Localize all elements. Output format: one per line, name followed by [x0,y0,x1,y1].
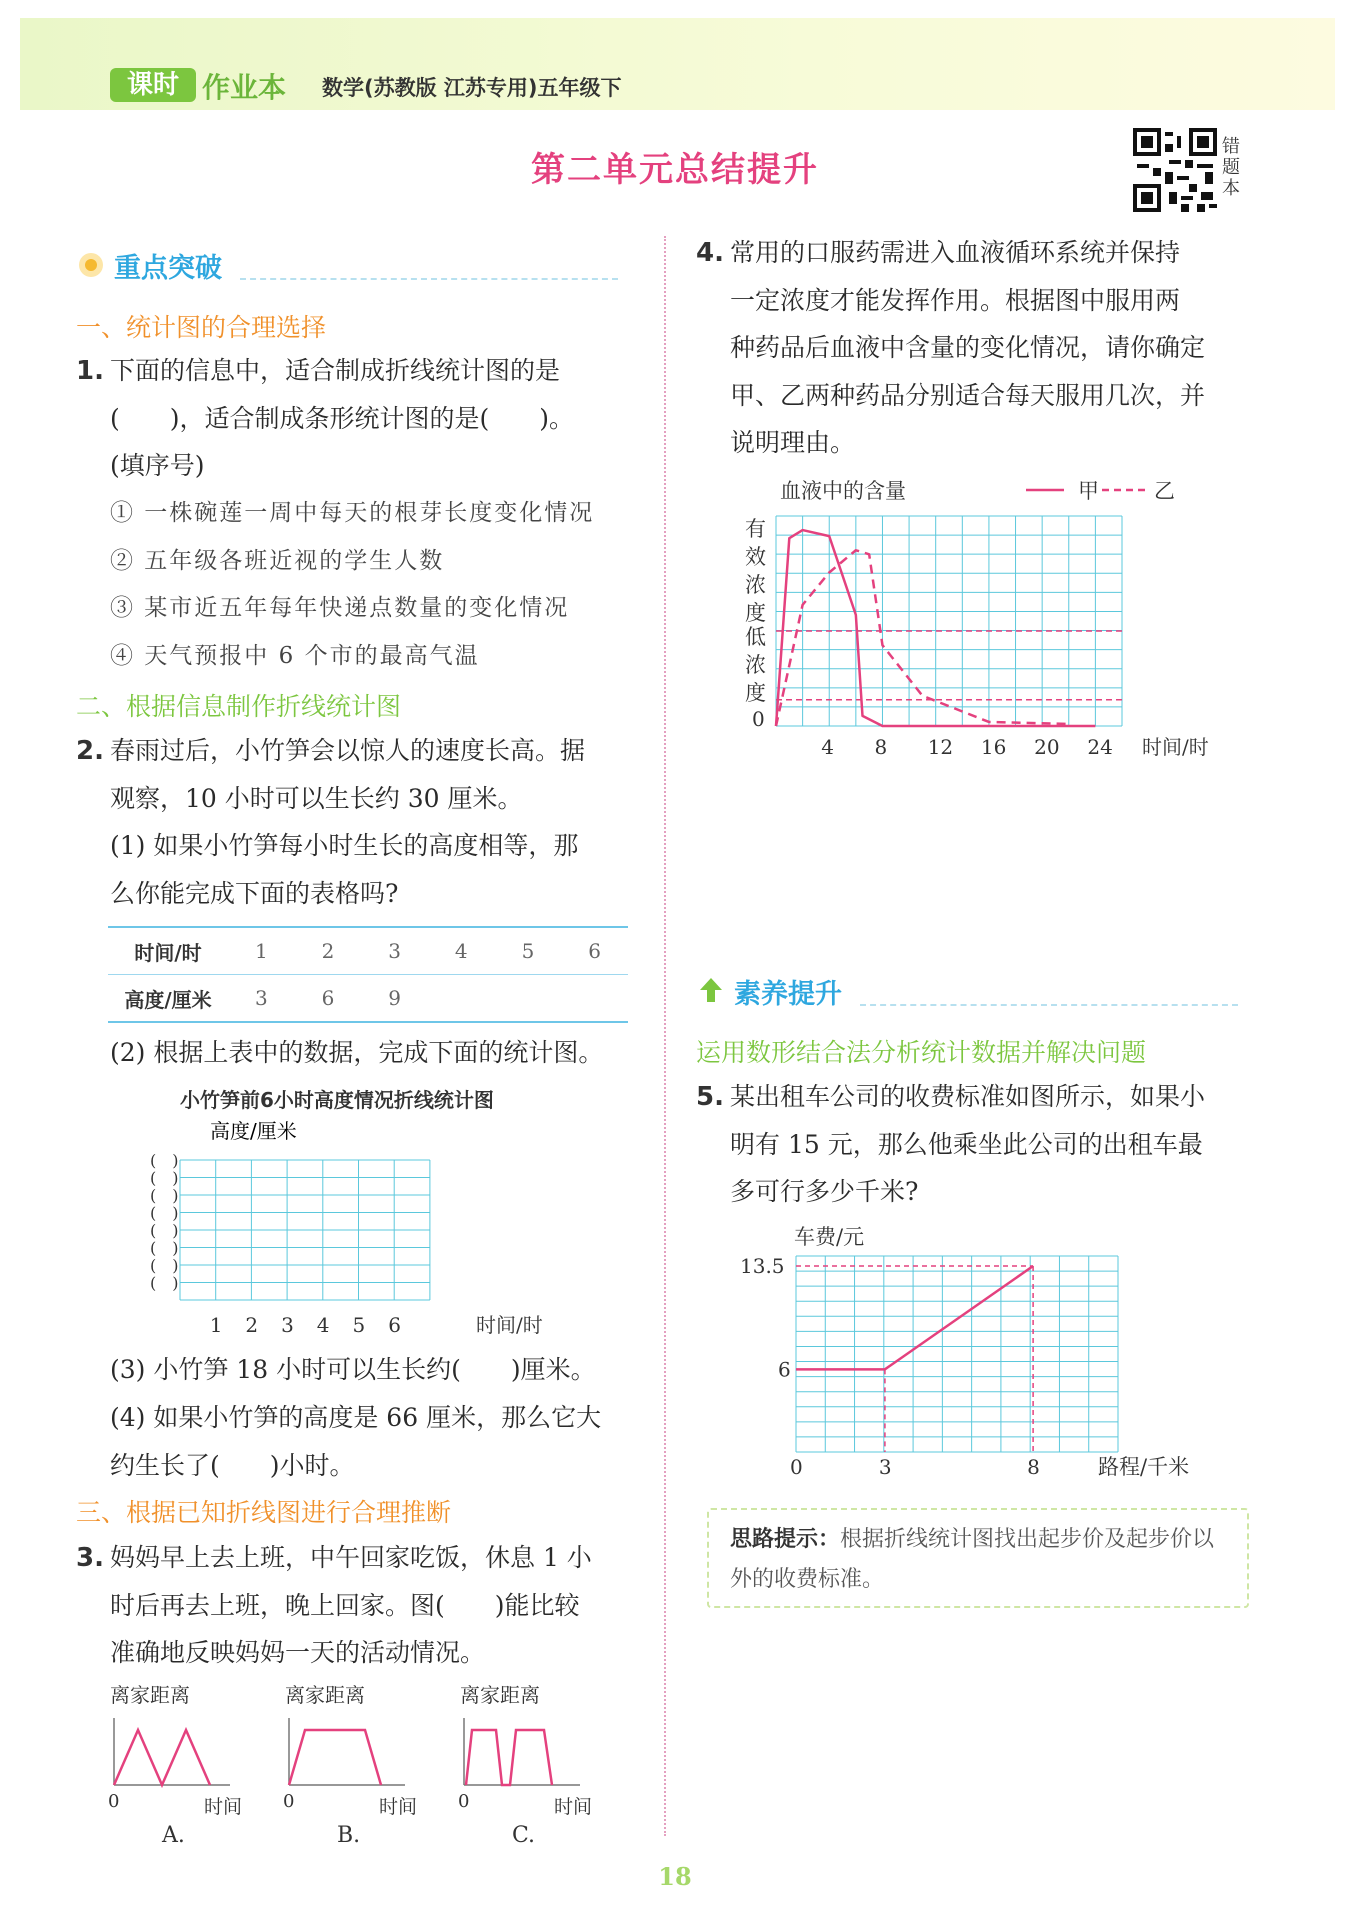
y-tick-blank[interactable]: ( ) [150,1221,179,1240]
brand-badge: 课时 [110,68,196,102]
bamboo-chart [150,1112,600,1342]
x-tick-label: 8 [874,735,888,759]
chart-x-ticks [210,1313,401,1337]
legend-a-label: 甲 [1078,479,1099,503]
chart-x-axis-label: 路程/千米 [1098,1455,1190,1479]
graph-b[interactable] [283,1683,417,1845]
q2-part4-line: (4) 如果小竹笋的高度是 66 厘米，那么它大 [110,1403,602,1432]
q1-line: (填序号) [110,451,205,480]
y-band-char: 浓 [745,573,766,597]
chart-y-axis-label: 车费/元 [794,1225,865,1249]
table-input-cell[interactable] [495,975,562,1023]
y-tick-blank[interactable]: ( ) [150,1256,179,1275]
x-tick-label: 4 [821,735,834,759]
graph-x-label: 时间 [379,1796,418,1818]
brand-name: 作业本 [202,71,287,104]
section-heading-2: 素养提升 [734,979,842,1010]
y-band-effective [745,517,766,625]
q3-line: 时后再去上班，晚上回家。图( )能比较 [110,1590,580,1620]
chart-grid [776,516,1122,726]
legend-b-label: 乙 [1154,479,1175,503]
x-tick-label: 2 [245,1313,259,1337]
question-2-text [110,727,650,917]
y-tick-blank[interactable]: ( ) [150,1186,179,1205]
q5-line: 某出租车公司的收费标准如图所示，如果小 [730,1082,1206,1111]
q5-line: 多可行多少千米? [730,1177,919,1206]
table-row-head: 高度/厘米 [124,987,212,1012]
table-cell: 5 [521,939,535,963]
q1-option: ③ 某市近五年每年快递点数量的变化情况 [110,595,570,621]
q4-line: 说明理由。 [730,428,856,457]
graph-a[interactable] [108,1683,242,1845]
page-title: 第二单元总结提升 [531,150,819,190]
chart-y-axis-label: 血液中的含量 [780,479,906,503]
x-tick-label: 5 [352,1313,366,1337]
question-1-text [110,347,650,490]
column-divider [664,236,666,1836]
q1-line: 下面的信息中，适合制成折线统计图的是 [110,356,561,385]
x-tick-label: 0 [752,707,765,731]
y-tick-label: 13.5 [740,1254,785,1278]
section-underline [240,278,618,280]
x-tick-label: 0 [790,1455,803,1479]
section-heading: 重点突破 [114,253,222,284]
hint [730,1520,1230,1600]
q4-line: 一定浓度才能发挥作用。根据图中服用两 [730,285,1181,315]
question-3-number: 3. [76,1543,104,1573]
graph-y-label: 离家距离 [110,1683,190,1707]
q3-line: 准确地反映妈妈一天的活动情况。 [110,1638,486,1667]
y-tick-label: 6 [778,1357,791,1382]
graph-y-label: 离家距离 [460,1683,540,1707]
y-band-char: 度 [745,601,766,625]
x-tick-label: 4 [316,1313,330,1337]
table-input-cell[interactable] [561,975,628,1023]
subsection-1-heading: 一、统计图的合理选择 [76,313,327,342]
table-cell: 1 [254,939,268,963]
subsection-3-heading: 三、根据已知折线图进行合理推断 [76,1498,452,1527]
q1-line: ( )，适合制成条形统计图的是( )。 [110,403,575,433]
book-title: 数学(苏教版 江苏专用)五年级下 [322,76,622,100]
graph-origin: 0 [108,1791,120,1812]
y-tick-blank[interactable]: ( ) [150,1168,179,1188]
question-4-number: 4. [696,238,724,268]
q2-part2: (2) 根据上表中的数据，完成下面的统计图。 [110,1038,604,1067]
section-arrow-icon [698,976,724,1004]
question-2-number: 2. [76,736,104,766]
q1-option: ④ 天气预报中 6 个市的最高气温 [110,642,480,669]
section-underline [860,1004,1238,1006]
y-band-char: 效 [745,545,766,569]
hint-text: 根据折线统计图找出起步价及起步价以外的收费标准。 [730,1527,1215,1592]
x-tick-label: 8 [1027,1455,1040,1479]
q2-line: 春雨过后，小竹笋会以惊人的速度长高。据 [110,736,586,765]
table-cell: 3 [254,986,268,1010]
q2-line: (1) 如果小竹笋每小时生长的高度相等，那 [110,831,579,860]
chart-y-axis-label: 高度/厘米 [210,1119,297,1143]
y-band-char: 度 [745,681,766,705]
y-band-char: 有 [745,517,766,541]
subsection-2-heading: 二、根据信息制作折线统计图 [76,692,402,721]
chart-y-blanks[interactable] [150,1151,179,1293]
subsection-4-heading: 运用数形结合法分析统计数据并解决问题 [696,1038,1147,1067]
choice-a-label: A. [162,1823,185,1845]
question-3-text [110,1534,650,1677]
q1-option: ② 五年级各班近视的学生人数 [110,547,445,574]
chart-x-axis-label: 时间/时 [476,1313,543,1337]
question-4-text [730,229,1270,467]
x-tick-label: 6 [388,1313,401,1337]
table-cell: 3 [388,939,401,963]
graph-c[interactable] [458,1683,592,1845]
y-tick-blank[interactable]: ( ) [150,1238,179,1258]
y-band-low [745,625,766,705]
graph-origin: 0 [458,1791,470,1812]
question-1-number: 1. [76,356,104,386]
choice-c-label: C. [512,1823,536,1845]
page-number: 18 [658,1862,692,1891]
chart-grid [180,1160,430,1300]
choice-b-label: B. [337,1823,361,1845]
x-tick-label: 24 [1087,735,1113,759]
table-cell: 6 [321,986,335,1010]
x-tick-label: 20 [1034,735,1060,759]
x-tick-label: 1 [209,1313,223,1337]
qr-label: 错题本 [1222,136,1240,199]
y-band-char: 浓 [745,653,766,677]
qr-code-icon[interactable] [1133,128,1217,212]
fare-line [796,1266,1033,1369]
graph-x-label: 时间 [554,1796,593,1818]
q2-part4 [110,1394,650,1489]
question-5-text [730,1073,1270,1216]
q4-line: 甲、乙两种药品分别适合每天服用几次，并 [730,380,1206,410]
graph-x-label: 时间 [204,1796,243,1818]
x-tick-label: 3 [878,1455,892,1479]
graph-y-label: 离家距离 [285,1683,365,1707]
graph-origin: 0 [283,1791,295,1812]
q3-line: 妈妈早上去上班，中午回家吃饭，休息 1 小 [110,1543,592,1572]
bamboo-chart-title: 小竹笋前6小时高度情况折线统计图 [180,1088,494,1112]
y-tick-blank[interactable]: ( ) [150,1273,179,1293]
table-cell: 6 [588,939,601,963]
q2-line: 么你能完成下面的表格吗? [110,878,399,908]
x-tick-label: 16 [980,735,1007,759]
taxi-chart [730,1218,1250,1488]
hint-label: 思路提示： [730,1527,841,1552]
growth-table [108,926,628,1023]
y-band-char: 低 [745,625,766,649]
table-cell: 2 [321,939,335,963]
q3-graphs [100,1680,670,1845]
q2-part4-line: 约生长了( )小时。 [110,1450,355,1480]
chart-x-ticks [752,707,1113,759]
q2-line: 观察，10 小时可以生长约 30 厘米。 [110,783,523,813]
q4-line: 种药品后血液中含量的变化情况，请你确定 [730,333,1206,362]
y-tick-blank[interactable]: ( ) [150,1151,179,1170]
section-badge-icon [78,252,104,278]
x-tick-label: 3 [281,1313,294,1337]
medicine-chart [740,468,1260,768]
q1-option: ① 一株碗莲一周中每天的根芽长度变化情况 [110,500,595,526]
table-cell: 4 [454,939,468,963]
question-1-options [110,490,650,680]
q4-line: 常用的口服药需进入血液循环系统并保持 [730,238,1181,267]
q5-line: 明有 15 元，那么他乘坐此公司的出租车最 [730,1129,1203,1159]
table-row-head: 时间/时 [134,940,202,965]
x-tick-label: 12 [927,735,954,759]
question-5-number: 5. [696,1082,724,1112]
table-cell: 9 [388,986,401,1010]
chart-series [796,1266,1033,1452]
table-input-cell[interactable] [428,975,495,1023]
chart-x-axis-label: 时间/时 [1142,735,1209,759]
q2-part3: (3) 小竹笋 18 小时可以生长约( )厘米。 [110,1355,596,1384]
y-tick-blank[interactable]: ( ) [150,1203,179,1223]
chart-grid [796,1256,1118,1452]
